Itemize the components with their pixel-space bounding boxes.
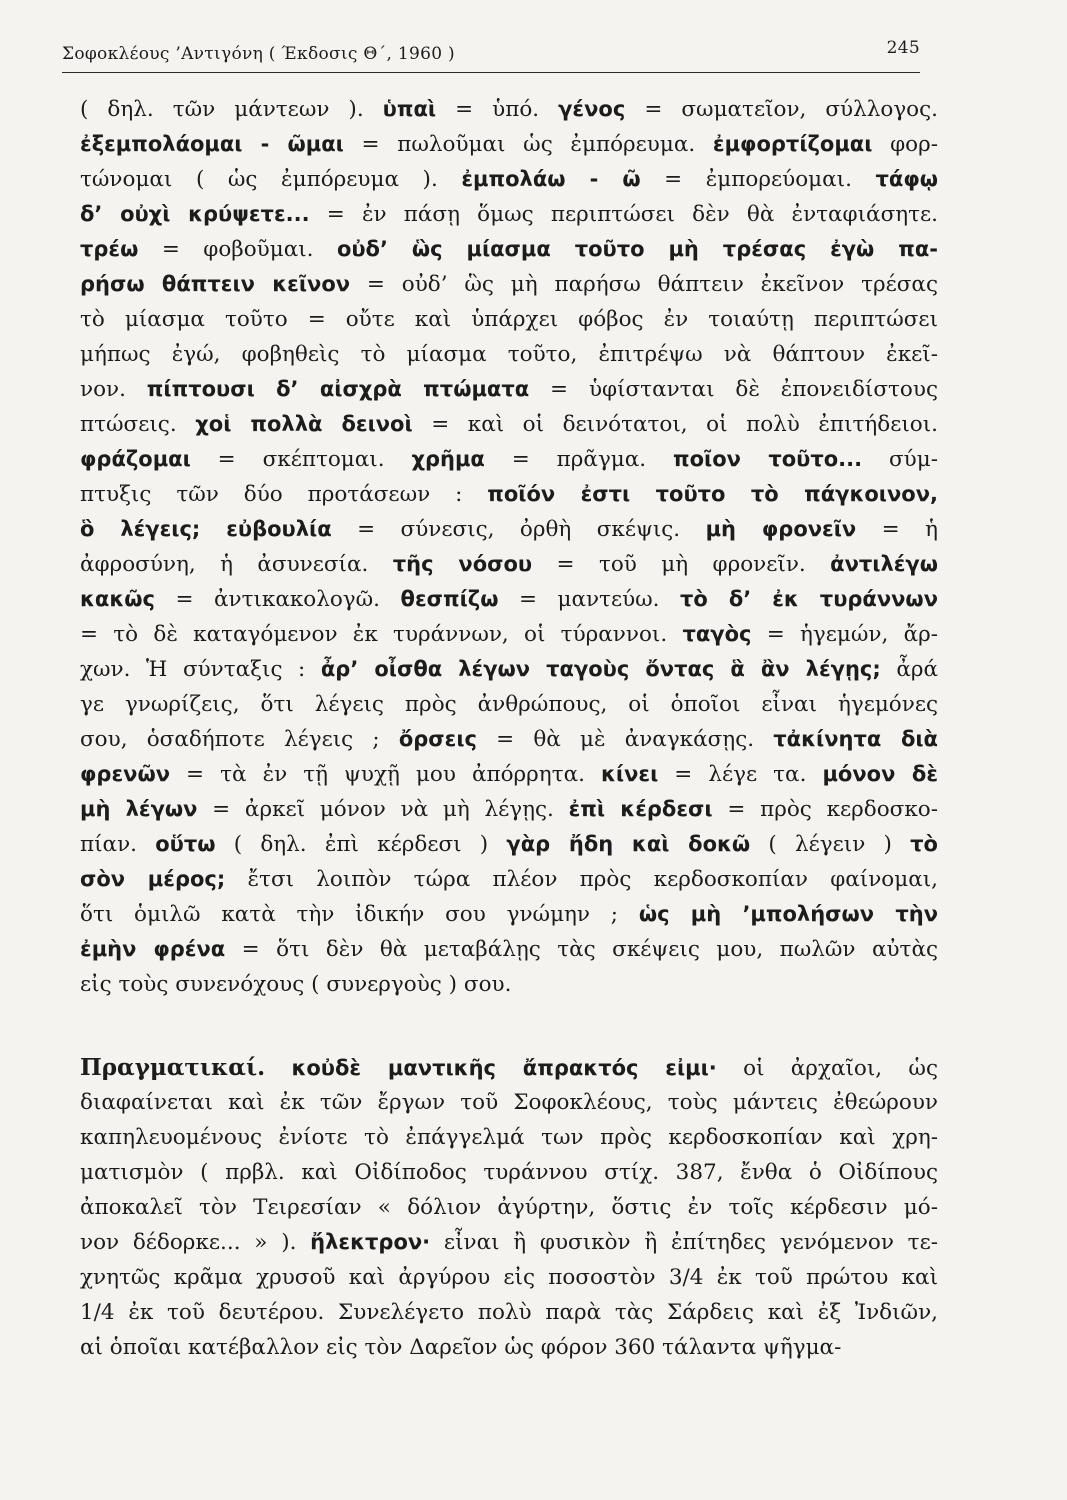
paragraph-gap bbox=[80, 1002, 938, 1050]
text-line bbox=[80, 757, 938, 792]
lemma: κίνει bbox=[600, 762, 659, 786]
gloss-text: = πρᾶγμα. bbox=[484, 447, 674, 472]
lemma: ρήσω θάπτειν κεῖνον bbox=[80, 272, 351, 296]
lemma: χοἱ πολλὰ δεινοὶ bbox=[195, 412, 413, 436]
text-line bbox=[80, 1295, 938, 1330]
text-line bbox=[80, 1260, 938, 1295]
gloss-text: εἶναι ἢ φυσικὸν ἢ ἐπίτηδες γενόμενον τε- bbox=[430, 1230, 938, 1255]
gloss-text: χνητῶς κρᾶμα χρυσοῦ καὶ ἀργύρου εἰς ποσοστὸν 3/4 ἐκ τοῦ πρώτου καὶ bbox=[80, 1265, 938, 1290]
lemma: ταγὸς bbox=[682, 622, 752, 646]
text-line bbox=[80, 932, 938, 967]
text-line bbox=[80, 1050, 938, 1085]
text-line bbox=[80, 687, 938, 722]
lemma: γὰρ ἤδη καὶ δοκῶ bbox=[506, 832, 751, 856]
gloss-text: = θὰ μὲ ἀναγκάσῃς. bbox=[476, 727, 774, 752]
lemma: ὃ λέγεις; εὐβουλία bbox=[80, 517, 332, 541]
lemma: τῆς νόσου bbox=[392, 552, 533, 576]
gloss-text: οἱ ἀρχαῖοι, ὡς bbox=[716, 1056, 938, 1081]
section-heading: Πραγματικαί. bbox=[80, 1054, 266, 1081]
commentary-text bbox=[80, 92, 938, 1365]
gloss-text: = καὶ οἱ δεινότατοι, οἱ πολὺ ἐπιτήδειοι. bbox=[412, 412, 938, 437]
lemma: θεσπίζω bbox=[400, 587, 499, 611]
gloss-text: = φοβοῦμαι. bbox=[138, 237, 337, 262]
gloss-text: = ἐν πάσῃ ὅμως περιπτώσει δὲν θὰ ἐνταφιάσητε. bbox=[309, 202, 938, 227]
text-line bbox=[80, 1330, 938, 1365]
gloss-text: νον δέδορκε... » ). bbox=[80, 1230, 311, 1255]
gloss-text: 1/4 ἐκ τοῦ δευτέρου. Συνελέγετο πολὺ παρὰ τὰς Σάρδεις καὶ ἐξ Ἰνδιῶν, bbox=[80, 1300, 938, 1325]
gloss-text: = ὅτι δὲν θὰ μεταβάλῃς τὰς σκέψεις μου, πωλῶν αὐτὰς bbox=[225, 937, 939, 962]
text-line bbox=[80, 862, 938, 897]
gloss-text: μήπως ἐγώ, φοβηθεὶς τὸ μίασμα τοῦτο, ἐπιτρέψω νὰ θάπτουν ἐκεῖ- bbox=[80, 342, 938, 367]
lemma: ἐξεμπολάομαι - ῶμαι bbox=[80, 132, 344, 156]
lemma: ποῖόν ἐστι τοῦτο τὸ πάγκοινον, bbox=[487, 482, 938, 506]
lemma: μὴ λέγων bbox=[80, 797, 198, 821]
lemma: τὸ δ’ ἐκ τυράννων bbox=[680, 587, 938, 611]
text-line bbox=[80, 442, 938, 477]
text-line bbox=[80, 302, 938, 337]
lemma: μόνον δὲ bbox=[822, 762, 939, 786]
gloss-text bbox=[265, 1056, 291, 1081]
gloss-text: = ἐμπορεύομαι. bbox=[640, 167, 876, 192]
gloss-text: τώνομαι ( ὡς ἐμπόρευμα ). bbox=[80, 167, 462, 192]
text-line bbox=[80, 127, 938, 162]
gloss-text: = ἡ bbox=[856, 517, 938, 542]
gloss-text: ματισμὸν ( πρβλ. καὶ Οἰδίποδος τυράννου στίχ. 387, ἔνθα ὁ Οἰδίπους bbox=[80, 1160, 938, 1185]
gloss-text: τὸ μίασμα τοῦτο = οὔτε καὶ ὑπάρχει φόβος ἐν τοιαύτῃ περιπτώσει bbox=[80, 307, 938, 332]
text-line bbox=[80, 582, 938, 617]
lemma: μὴ φρονεῖν bbox=[705, 517, 857, 541]
gloss-text: ἆρά bbox=[880, 657, 938, 682]
gloss-text: = σωματεῖον, σύλλογος. bbox=[625, 97, 938, 122]
lemma: κακῶς bbox=[80, 587, 155, 611]
lemma: δ’ οὐχὶ κρύψετε... bbox=[80, 202, 310, 226]
lemma: ἀντιλέγω bbox=[830, 552, 938, 576]
text-line bbox=[80, 512, 938, 547]
gloss-text: φορ- bbox=[872, 132, 938, 157]
text-line bbox=[80, 827, 938, 862]
gloss-text: ( δηλ. τῶν μάντεων ). bbox=[80, 97, 383, 122]
gloss-text: πίαν. bbox=[80, 832, 156, 857]
text-line bbox=[80, 232, 938, 267]
lemma: χρῆμα bbox=[411, 447, 485, 471]
lemma: τὸ bbox=[910, 832, 938, 856]
gloss-text: ἀφροσύνη, ἡ ἀσυνεσία. bbox=[80, 552, 393, 577]
text-line bbox=[80, 617, 938, 652]
lemma: ἐπὶ κέρδεσι bbox=[568, 797, 713, 821]
lemma: ὄρσεις bbox=[398, 727, 477, 751]
lemma: ποῖον τοῦτο... bbox=[673, 447, 863, 471]
text-line bbox=[80, 967, 938, 1002]
text-line bbox=[80, 407, 938, 442]
lemma: φρενῶν bbox=[80, 762, 171, 786]
gloss-text: = λέγε τα. bbox=[658, 762, 823, 787]
lemma: σὸν μέρος; bbox=[80, 867, 226, 891]
text-line bbox=[80, 1155, 938, 1190]
text-line bbox=[80, 652, 938, 687]
gloss-text: ἀποκαλεῖ τὸν Τειρεσίαν « δόλιον ἀγύρτην, ὅστις ἐν τοῖς κέρδεσιν μό- bbox=[80, 1195, 938, 1220]
gloss-text: ( δηλ. ἐπὶ κέρδεσι ) bbox=[215, 832, 507, 857]
gloss-text: = ἀντικακολογῶ. bbox=[154, 587, 401, 612]
lemma: ἐμφορτίζομαι bbox=[712, 132, 873, 156]
text-line bbox=[80, 1085, 938, 1120]
lemma: γένος bbox=[558, 97, 626, 121]
gloss-text: = ὑφίστανται δὲ ἐπονειδίστους bbox=[529, 377, 938, 402]
lemma: ἐμὴν φρένα bbox=[80, 937, 226, 961]
lemma: οὕτω bbox=[155, 832, 216, 856]
text-line bbox=[80, 1120, 938, 1155]
gloss-text: = ἀρκεῖ μόνον νὰ μὴ λέγῃς. bbox=[197, 797, 569, 822]
text-line bbox=[80, 267, 938, 302]
gloss-text: γε γνωρίζεις, ὅτι λέγεις πρὸς ἀνθρώπους, οἱ ὁποῖοι εἶναι ἡγεμόνες bbox=[80, 692, 938, 717]
gloss-text: πτυξις τῶν δύο προτάσεων : bbox=[80, 482, 488, 507]
gloss-text: = πρὸς κερδοσκο- bbox=[712, 797, 938, 822]
lemma: φράζομαι bbox=[80, 447, 191, 471]
text-line bbox=[80, 1225, 938, 1260]
lemma: τάφῳ bbox=[875, 167, 938, 191]
lemma: ἤλεκτρον· bbox=[310, 1230, 431, 1254]
gloss-text: = τοῦ μὴ φρονεῖν. bbox=[532, 552, 831, 577]
gloss-text: αἱ ὁποῖαι κατέβαλλον εἰς τὸν Δαρεῖον ὡς φόρον 360 τάλαντα ψῆγμα- bbox=[80, 1335, 842, 1360]
lemma: οὐδ’ ὣς μίασμα τοῦτο μὴ τρέσας ἐγὼ πα- bbox=[336, 237, 938, 261]
gloss-text: ὅτι ὁμιλῶ κατὰ τὴν ἰδικήν σου γνώμην ; bbox=[80, 902, 639, 927]
gloss-text: εἰς τοὺς συνενόχους ( συνεργοὺς ) σου. bbox=[80, 972, 512, 997]
gloss-text: = τὸ δὲ καταγόμενον ἐκ τυράννων, οἱ τύραννοι. bbox=[80, 622, 683, 647]
lemma: κοὐδὲ μαντικῆς ἄπρακτός εἰμι· bbox=[291, 1056, 717, 1080]
gloss-text: = ἡγεμών, ἄρ- bbox=[751, 622, 939, 647]
gloss-text: = τὰ ἐν τῇ ψυχῇ μου ἀπόρρητα. bbox=[170, 762, 601, 787]
lemma: πίπτουσι δ’ αἰσχρὰ πτώματα bbox=[146, 377, 530, 401]
text-line bbox=[80, 197, 938, 232]
gloss-text: ἔτσι λοιπὸν τώρα πλέον πρὸς κερδοσκοπίαν φαίνομαι, bbox=[225, 867, 938, 892]
lemma: ἆρ’ οἶσθα λέγων ταγοὺς ὄντας ἃ ἂν λέγῃς; bbox=[320, 657, 881, 681]
text-line bbox=[80, 897, 938, 932]
gloss-text: χων. Ἡ σύνταξις : bbox=[80, 657, 321, 682]
text-line bbox=[80, 547, 938, 582]
text-line bbox=[80, 92, 938, 127]
text-line bbox=[80, 337, 938, 372]
gloss-text: σύμ- bbox=[862, 447, 938, 472]
text-line bbox=[80, 477, 938, 512]
gloss-text: διαφαίνεται καὶ ἐκ τῶν ἔργων τοῦ Σοφοκλέους, τοὺς μάντεις ἐθεώρουν bbox=[80, 1090, 938, 1115]
gloss-text: = μαντεύω. bbox=[498, 587, 681, 612]
text-line bbox=[80, 372, 938, 407]
lemma: τἀκίνητα διὰ bbox=[773, 727, 938, 751]
lemma: ἐμπολάω - ῶ bbox=[461, 167, 641, 191]
gloss-text: = σύνεσις, ὀρθὴ σκέψις. bbox=[331, 517, 706, 542]
lemma: τρέω bbox=[80, 237, 139, 261]
text-line bbox=[80, 162, 938, 197]
gloss-text: πτώσεις. bbox=[80, 412, 196, 437]
running-head bbox=[62, 38, 920, 73]
gloss-text: ( λέγειν ) bbox=[750, 832, 911, 857]
running-head-title: Σοφοκλέους ’Αντιγόνη ( Έκδοσις Θ΄, 1960 ) bbox=[62, 44, 455, 64]
gloss-text: νον. bbox=[80, 377, 147, 402]
gloss-text: = πωλοῦμαι ὡς ἐμπόρευμα. bbox=[343, 132, 713, 157]
text-line bbox=[80, 792, 938, 827]
page-number: 245 bbox=[886, 38, 920, 58]
gloss-text: = ὑπό. bbox=[436, 97, 559, 122]
text-line bbox=[80, 722, 938, 757]
gloss-text: = σκέπτομαι. bbox=[190, 447, 412, 472]
text-line bbox=[80, 1190, 938, 1225]
gloss-text: καπηλευομένους ἐνίοτε τὸ ἐπάγγελμά των πρὸς κερδοσκοπίαν καὶ χρη- bbox=[80, 1125, 938, 1150]
gloss-text: = οὐδ’ ὣς μὴ παρήσω θάπτειν ἐκεῖνον τρέσας bbox=[350, 272, 938, 297]
lemma: ὡς μὴ ’μπολήσων τὴν bbox=[638, 902, 938, 926]
gloss-text: σου, ὁσαδήποτε λέγεις ; bbox=[80, 727, 399, 752]
lemma: ὑπαὶ bbox=[382, 97, 437, 121]
